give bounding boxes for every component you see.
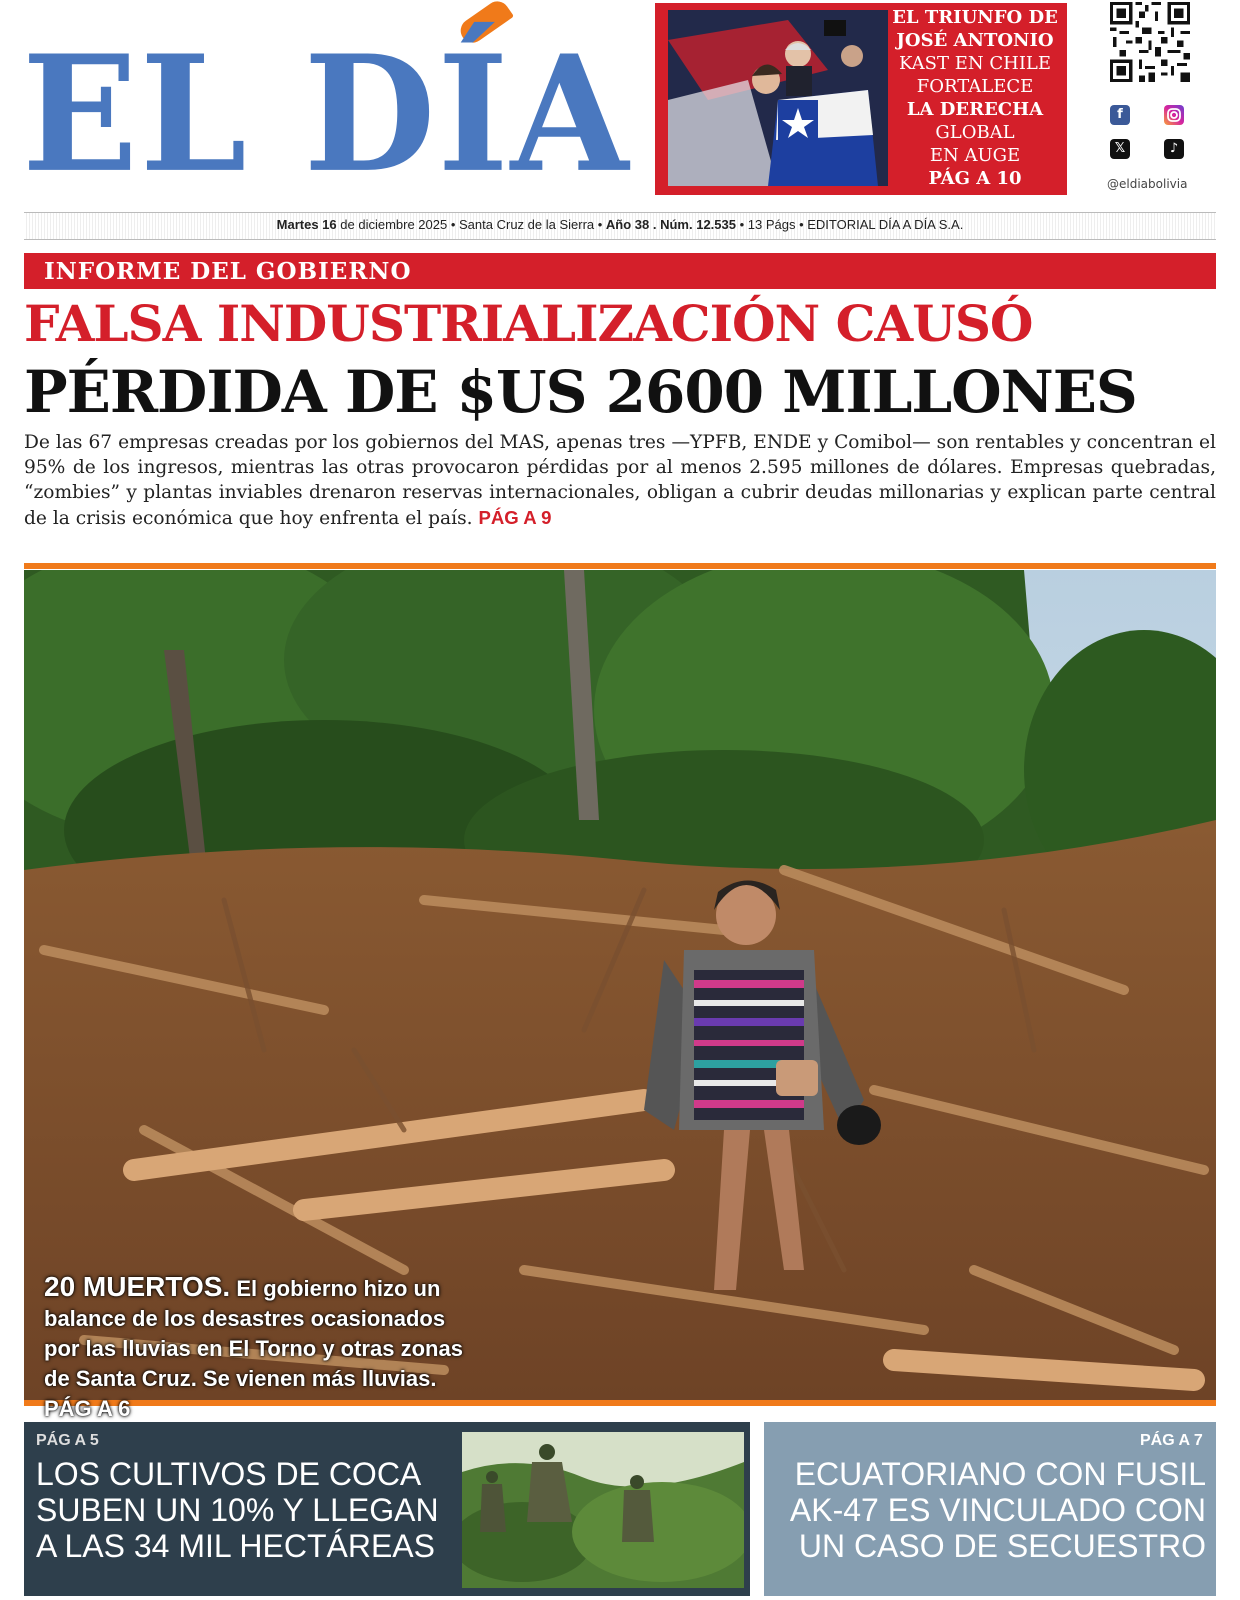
teaser-line: JOSÉ ANTONIO bbox=[896, 30, 1054, 51]
headline-line-1[interactable]: FALSA INDUSTRIALIZACIÓN CAUSÓ bbox=[24, 294, 1033, 353]
tiktok-icon[interactable]: ♪ bbox=[1164, 139, 1184, 159]
dateline-date: de diciembre 2025 bbox=[340, 217, 448, 232]
teaser-headline[interactable] bbox=[890, 6, 1060, 190]
dateline-text: Martes 16 de diciembre 2025 • Santa Cruz de la Sierra • Año 38 . Núm. 12.535 • 13 Págs • EDITORIAL DÍA A DÍA S.A. bbox=[276, 217, 964, 232]
photo-caption[interactable] bbox=[44, 1272, 464, 1424]
instagram-icon[interactable] bbox=[1164, 105, 1184, 125]
photo-rule-top bbox=[24, 563, 1216, 569]
story-kicker: INFORME DEL GOBIERNO bbox=[44, 258, 412, 285]
facebook-icon[interactable]: f bbox=[1110, 105, 1130, 125]
story-lead bbox=[24, 430, 1216, 531]
bottom-left-page-ref: PÁG A 5 bbox=[36, 1432, 99, 1449]
bottom-left-headline[interactable]: LOS CULTIVOS DE COCA SUBEN UN 10% Y LLEGAN A LAS 34 MIL HECTÁREAS bbox=[36, 1456, 439, 1564]
teaser-photo bbox=[668, 10, 888, 186]
teaser-line: EN AUGE bbox=[929, 145, 1021, 166]
teaser-line: GLOBAL bbox=[935, 122, 1015, 143]
dateline-day: Martes 16 bbox=[276, 217, 337, 232]
teaser-line: LA DERECHA bbox=[906, 99, 1044, 120]
dateline-issue: Año 38 . Núm. 12.535 bbox=[605, 217, 736, 232]
bottom-right-page-ref: PÁG A 7 bbox=[1140, 1432, 1203, 1449]
story-lead-text: De las 67 empresas creadas por los gobiernos del MAS, apenas tres —YPFB, ENDE y Comibol— son rentables y concentran el 95% de los ingresos, mientras las otras provocaron pérdidas por al menos 2.595 millones de dólares. Empresas quebradas, “zombies” y plantas inviables drenaron reservas internacionales, obligan a cubrir deudas millonarias y explican parte central de la crisis económica que hoy enfrenta el país. bbox=[24, 432, 1216, 529]
headline-line-2[interactable]: PÉRDIDA DE $US 2600 MILLONES bbox=[24, 358, 1137, 426]
social-handle[interactable]: @eldiabolivia bbox=[1107, 177, 1188, 191]
teaser-line: FORTALECE bbox=[916, 76, 1034, 97]
teaser-page-ref: PÁG A 10 bbox=[928, 168, 1022, 189]
caption-text: El gobierno hizo un balance de los desastres ocasionados por las lluvias en El Torno y otras zonas de Santa Cruz. Se vienen más lluvias. PÁG A 6 bbox=[44, 1276, 463, 1421]
caption-lead-word: 20 MUERTOS. bbox=[44, 1271, 231, 1302]
teaser-line: EL TRIUNFO DE bbox=[892, 7, 1058, 28]
x-icon[interactable]: 𝕏 bbox=[1110, 139, 1130, 159]
story-page-ref[interactable]: PÁG A 9 bbox=[478, 507, 552, 528]
bottom-left-photo bbox=[462, 1432, 744, 1588]
teaser-line: KAST EN CHILE bbox=[898, 53, 1052, 74]
bottom-right-headline[interactable]: ECUATORIANO CON FUSIL AK-47 ES VINCULADO CON UN CASO DE SECUESTRO bbox=[789, 1456, 1206, 1564]
dateline-pages: 13 Págs bbox=[747, 217, 796, 232]
dateline-publisher: EDITORIAL DÍA A DÍA S.A. bbox=[807, 217, 964, 232]
dateline-city: Santa Cruz de la Sierra bbox=[459, 217, 595, 232]
masthead-logo[interactable]: EL DÍA bbox=[22, 19, 631, 208]
qr-code[interactable] bbox=[1110, 2, 1190, 82]
dateline-bar bbox=[24, 212, 1216, 240]
